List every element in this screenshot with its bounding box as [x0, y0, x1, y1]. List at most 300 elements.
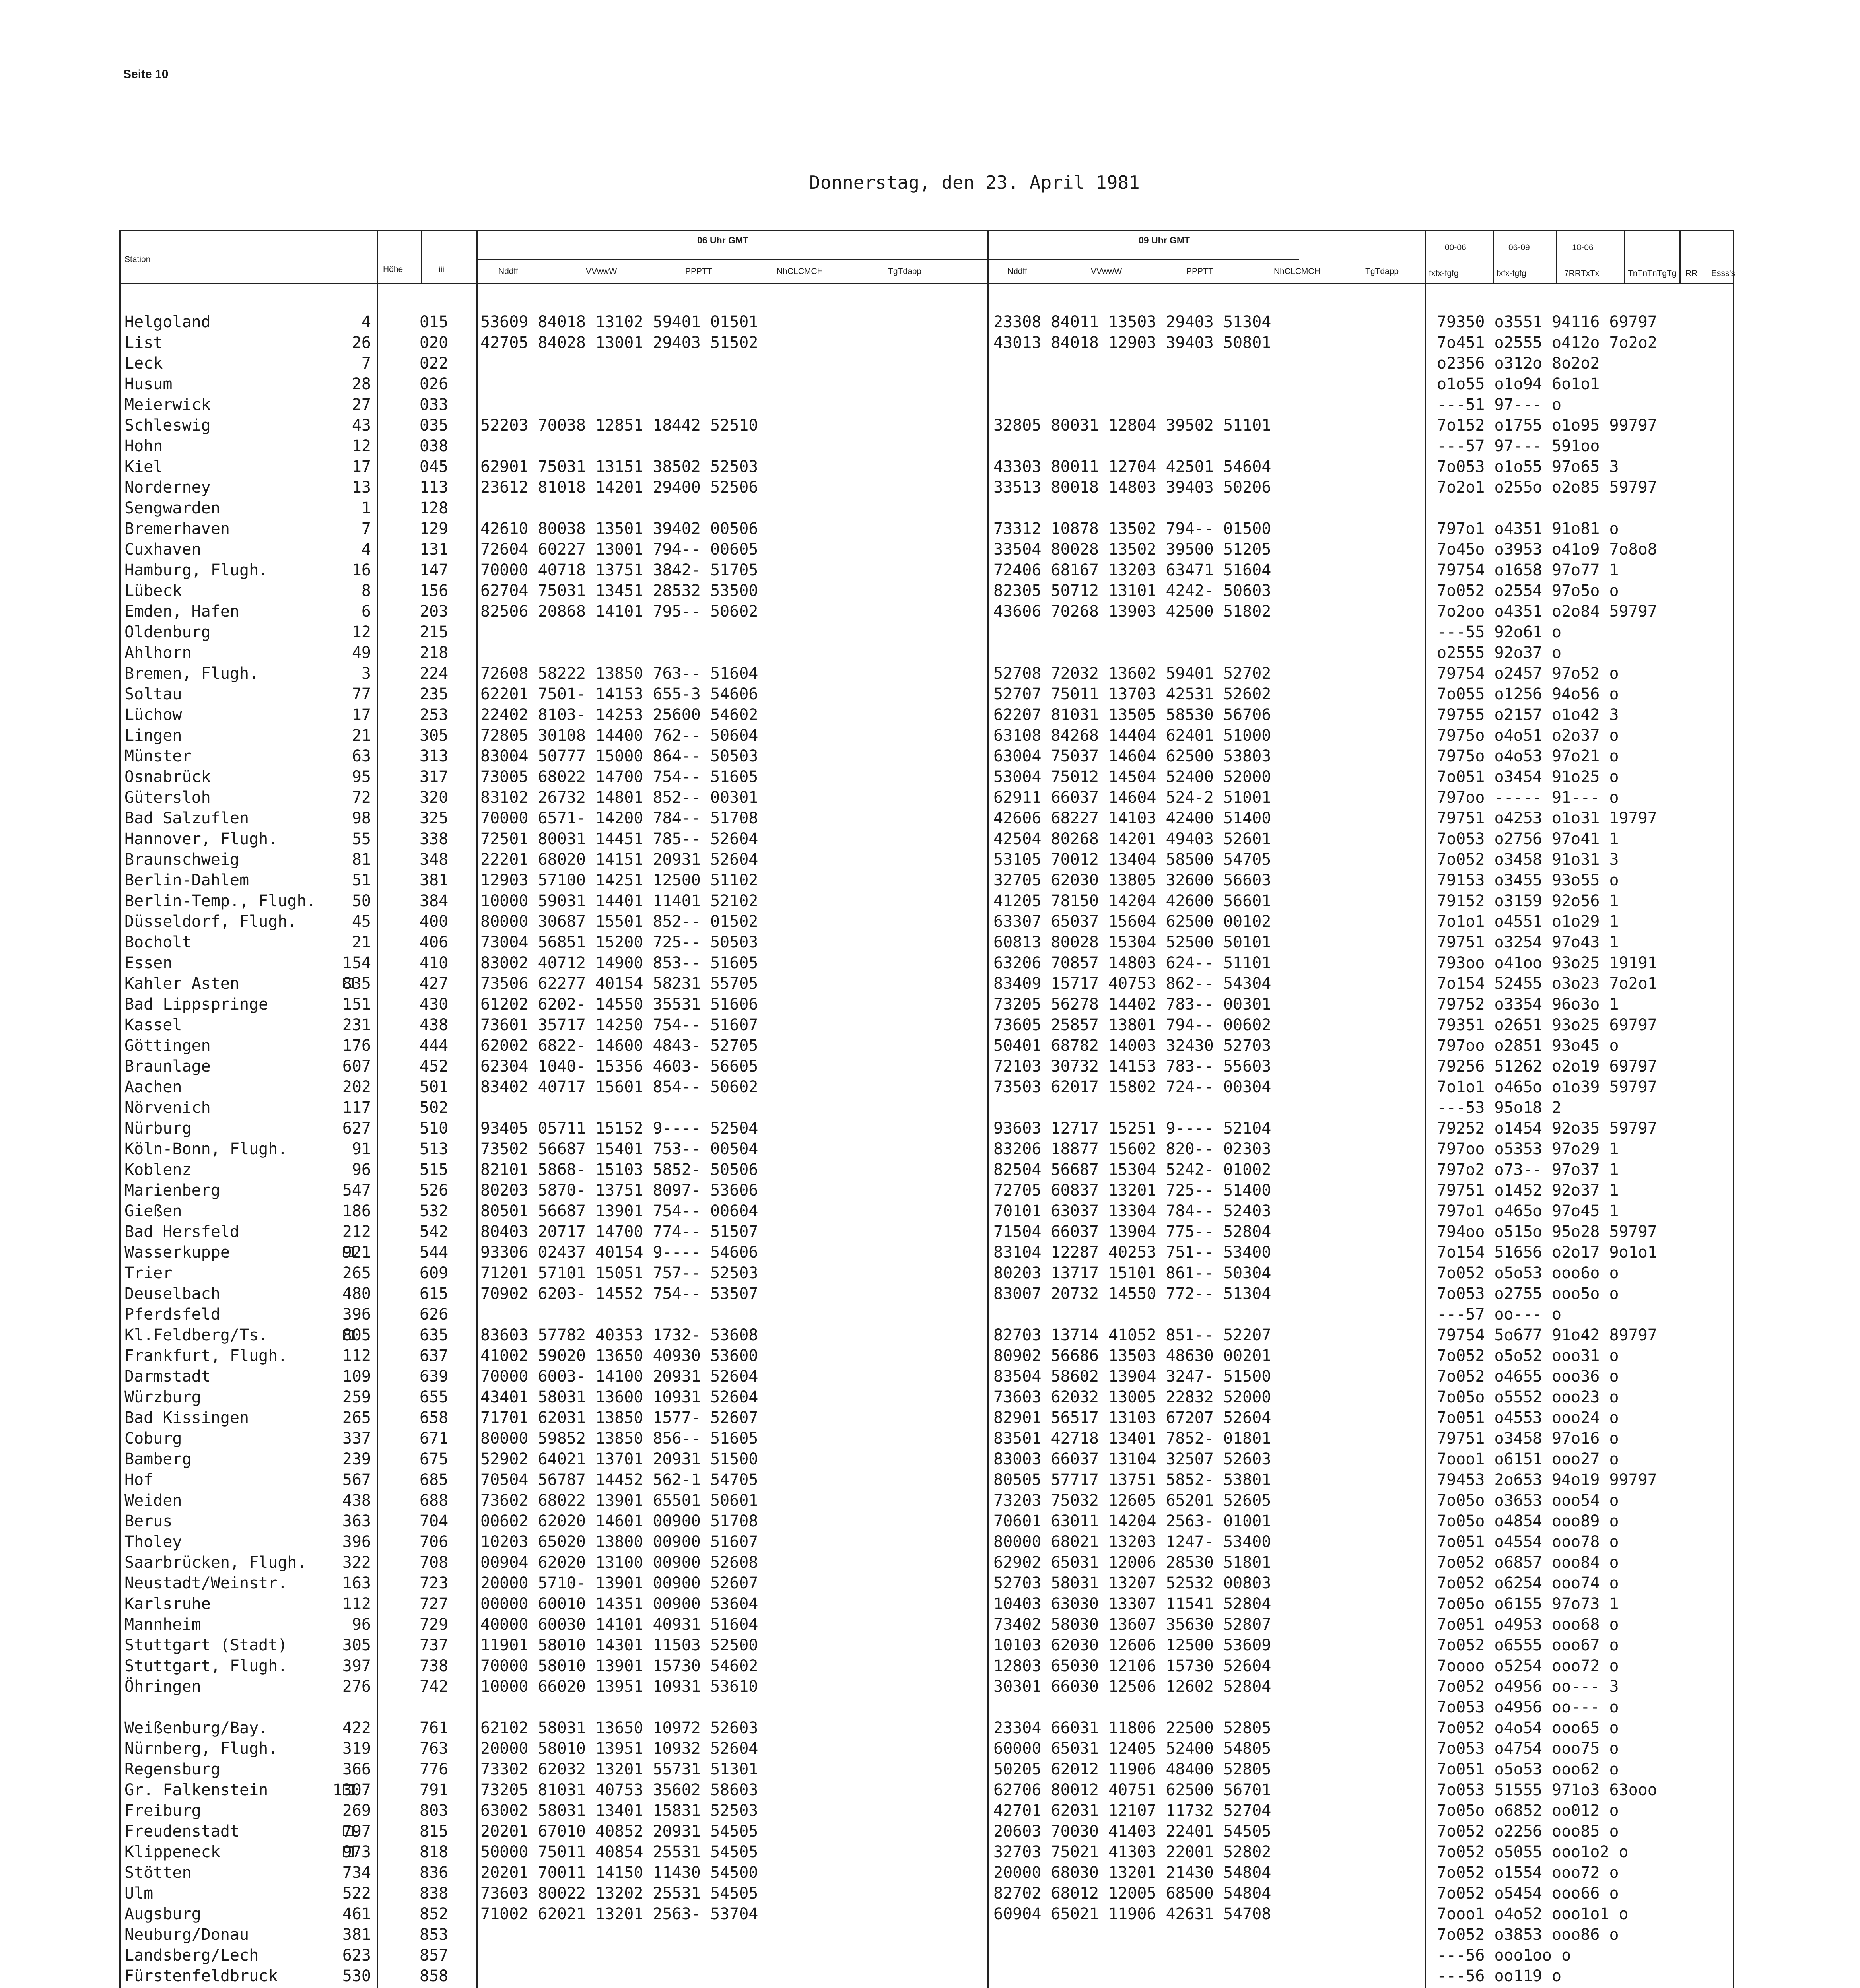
station-height: 480 [342, 1285, 371, 1303]
station-row [121, 850, 1735, 869]
extra-groups: 79453 2o653 94o19 99797 [1437, 1471, 1657, 1489]
station-row [121, 602, 1735, 621]
station-name: Lüchow [124, 706, 182, 724]
station-height: 3 [361, 664, 371, 683]
station-height: 921 [342, 1243, 371, 1262]
obs-09: 73205 56278 14402 783-- 00301 [993, 995, 1271, 1013]
station-name: Aachen [124, 1078, 182, 1096]
obs-09: 82305 50712 13101 4242- 50603 [993, 582, 1271, 600]
station-iii: 384 [420, 892, 449, 910]
station-name: Stuttgart, Flugh. [124, 1657, 288, 1675]
obs-09: 82504 56687 15304 5242- 01002 [993, 1161, 1271, 1179]
extra-groups: 79252 o1454 92o35 59797 [1437, 1119, 1657, 1138]
station-name: Lübeck [124, 582, 182, 600]
station-row [121, 1863, 1735, 1882]
station-name: Fürstenfeldbruck [124, 1967, 278, 1985]
station-row [121, 747, 1735, 766]
station-iii: 635 [420, 1326, 449, 1344]
obs-06: 50000 75011 40854 25531 54505 [480, 1843, 758, 1861]
obs-09: 32703 75021 41303 22001 52802 [993, 1843, 1271, 1861]
station-iii: 502 [420, 1099, 449, 1117]
station-row [121, 1243, 1735, 1262]
station-height: 607 [342, 1057, 371, 1076]
station-row [121, 1284, 1735, 1303]
station-row [121, 1367, 1735, 1386]
obs-06: 70000 6003- 14100 20931 52604 [480, 1367, 758, 1386]
station-height: 797 [342, 1822, 371, 1840]
extra-groups: 7o052 o4956 oo--- 3 [1437, 1677, 1619, 1696]
obs-06: 72501 80031 14451 785-- 52604 [480, 830, 758, 848]
station-height: 422 [342, 1719, 371, 1737]
extra-groups: 7o154 51656 o2o17 9o1o1 [1437, 1243, 1657, 1262]
station-row [121, 809, 1735, 828]
obs-09: 53105 70012 13404 58500 54705 [993, 850, 1271, 869]
station-height: 734 [342, 1864, 371, 1882]
obs-09: 73605 25857 13801 794-- 00602 [993, 1016, 1271, 1034]
obs09-header: 09 Uhr GMT [1139, 235, 1190, 245]
station-name: Wasserkuppe [124, 1243, 230, 1262]
station-row [121, 995, 1735, 1014]
station-height: 17 [352, 706, 371, 724]
obs-09: 83504 58602 13904 3247- 51500 [993, 1367, 1271, 1386]
obs-09: 50205 62012 11906 48400 52805 [993, 1760, 1271, 1778]
station-iii: 215 [420, 623, 449, 641]
extra-groups: 7o05o o6852 oo012 o [1437, 1802, 1619, 1820]
station-iii: 253 [420, 706, 449, 724]
extra-groups: o2356 o312o 8o2o2 [1437, 354, 1600, 373]
station-iii: 532 [420, 1202, 449, 1220]
obs-09: 52707 75011 13703 42531 52602 [993, 685, 1271, 703]
station-iii: 313 [420, 747, 449, 765]
col06-2: PPPTT [685, 267, 712, 276]
station-row [121, 1388, 1735, 1407]
iii-header: iii [439, 265, 444, 274]
station-height: 438 [342, 1491, 371, 1510]
extra-groups: 7o052 o5o53 ooo6o o [1437, 1264, 1619, 1282]
obs-09: 73503 62017 15802 724-- 00304 [993, 1078, 1271, 1096]
station-name: Coburg [124, 1429, 182, 1448]
station-iii: 406 [420, 933, 449, 951]
station-iii: 685 [420, 1471, 449, 1489]
station-height: 530 [342, 1967, 371, 1985]
extra-groups: 7o154 52455 o3o23 7o2o1 [1437, 975, 1657, 993]
obs-09: 63108 84268 14404 62401 51000 [993, 726, 1271, 745]
obs-06: 12903 57100 14251 12500 51102 [480, 871, 758, 889]
station-height: 12 [352, 437, 371, 455]
date-title: Donnerstag, den 23. April 1981 [809, 172, 1140, 193]
station-name: Berlin-Temp., Flugh. [124, 892, 316, 910]
extra-groups: 7o05o o5552 ooo23 o [1437, 1388, 1619, 1406]
col09-2: PPPTT [1186, 267, 1213, 276]
station-iii: 400 [420, 912, 449, 931]
obs-06: 20201 67010 40852 20931 54505 [480, 1822, 758, 1840]
extra-groups: 7ooo1 o6151 ooo27 o [1437, 1450, 1619, 1468]
obs-09: 43606 70268 13903 42500 51802 [993, 602, 1271, 621]
col09-0: Nddff [1007, 267, 1027, 276]
station-name: Norderney [124, 478, 211, 497]
station-iii: 791 [420, 1781, 449, 1799]
extra-groups: 7o052 o4655 ooo36 o [1437, 1367, 1619, 1386]
obs-06: 10203 65020 13800 00900 51607 [480, 1533, 758, 1551]
station-iii: 706 [420, 1533, 449, 1551]
obs-06: 42705 84028 13001 29403 51502 [480, 334, 758, 352]
station-row [121, 788, 1735, 807]
station-iii: 317 [420, 768, 449, 786]
col09-4: TgTdapp [1365, 267, 1399, 276]
extra-groups: 79153 o3455 93o55 o [1437, 871, 1619, 889]
obs-09: 10403 63030 13307 11541 52804 [993, 1595, 1271, 1613]
station-height: 77 [352, 685, 371, 703]
col06-0: Nddff [498, 267, 518, 276]
station-row [121, 1098, 1735, 1117]
station-iii: 128 [420, 499, 449, 517]
station-name: Hamburg, Flugh. [124, 561, 268, 579]
station-iii: 131 [420, 540, 449, 559]
station-row [121, 685, 1735, 704]
obs-06: 73601 35717 14250 754-- 51607 [480, 1016, 758, 1034]
station-iii: 510 [420, 1119, 449, 1138]
extra-groups: 7o2o1 o255o o2o85 59797 [1437, 478, 1657, 497]
obs-06: 82101 5868- 15103 5852- 50506 [480, 1161, 758, 1179]
obs-06: 93405 05711 15152 9---- 52504 [480, 1119, 758, 1138]
station-name: Karlsruhe [124, 1595, 211, 1613]
extra-groups: 793oo o41oo 93o25 19191 [1437, 954, 1657, 972]
station-height: 337 [342, 1429, 371, 1448]
station-iii: 655 [420, 1388, 449, 1406]
extra-groups: 797o2 o73-- 97o37 1 [1437, 1161, 1619, 1179]
station-height: 973 [342, 1843, 371, 1861]
extra-groups: o2555 92o37 o [1437, 644, 1562, 662]
station-name: Kiel [124, 458, 163, 476]
station-name: Ahlhorn [124, 644, 192, 662]
station-row [121, 1946, 1735, 1965]
obs-06: 73004 56851 15200 725-- 50503 [480, 933, 758, 951]
station-height: 96 [352, 1161, 371, 1179]
station-row [121, 623, 1735, 642]
extra-groups: ---53 95o18 2 [1437, 1099, 1562, 1117]
station-name: Freiburg [124, 1802, 201, 1820]
station-row [121, 1222, 1735, 1241]
station-iii: 033 [420, 396, 449, 414]
station-iii: 858 [420, 1967, 449, 1985]
extra-groups: 7975o o4o53 97o21 o [1437, 747, 1619, 765]
obs-09: 63004 75037 14604 62500 53803 [993, 747, 1271, 765]
station-height: 239 [342, 1450, 371, 1468]
station-iii: 853 [420, 1926, 449, 1944]
station-height: 50 [352, 892, 371, 910]
extra-groups: 79256 51262 o2o19 69797 [1437, 1057, 1657, 1076]
station-iii: 203 [420, 602, 449, 621]
station-row [121, 1636, 1735, 1655]
station-name: Bocholt [124, 933, 192, 951]
obs-06: 62201 7501- 14153 655-3 54606 [480, 685, 758, 703]
obs-09: 52703 58031 13207 52532 00803 [993, 1574, 1271, 1592]
period-18-06: 18-06 [1572, 243, 1594, 252]
station-row [121, 1884, 1735, 1903]
station-iii: 452 [420, 1057, 449, 1076]
station-name: Braunschweig [124, 850, 239, 869]
obs-06: 73005 68022 14700 754-- 51605 [480, 768, 758, 786]
obs-09: 72103 30732 14153 783-- 55603 [993, 1057, 1271, 1076]
station-row [121, 1015, 1735, 1035]
extra-groups: ---56 oo119 o [1437, 1967, 1562, 1985]
station-height: 8 [361, 582, 371, 600]
station-header: Station [124, 255, 151, 264]
station-iii: 626 [420, 1305, 449, 1324]
extra-groups: 7o053 o4956 oo--- o [1437, 1698, 1619, 1716]
obs-09: 20000 68030 13201 21430 54804 [993, 1864, 1271, 1882]
station-height: 6 [361, 602, 371, 621]
station-row [121, 1718, 1735, 1738]
station-row [121, 1780, 1735, 1800]
obs-09: 60000 65031 12405 52400 54805 [993, 1740, 1271, 1758]
station-iii: 639 [420, 1367, 449, 1386]
station-name: Ulm [124, 1884, 154, 1903]
extra-groups: 7o05o o4854 ooo89 o [1437, 1512, 1619, 1530]
station-height: 265 [342, 1409, 371, 1427]
station-name: Braunlage [124, 1057, 211, 1076]
sub-rr: RR [1685, 269, 1698, 278]
station-height: 163 [342, 1574, 371, 1592]
obs-06: 71002 62021 13201 2563- 53704 [480, 1905, 758, 1923]
station-row [121, 1160, 1735, 1179]
station-height: 461 [342, 1905, 371, 1923]
obs-09: 83501 42718 13401 7852- 01801 [993, 1429, 1271, 1448]
obs-09: 72705 60837 13201 725-- 51400 [993, 1181, 1271, 1200]
obs-06: 62901 75031 13151 38502 52503 [480, 458, 758, 476]
obs-06: 52902 64021 13701 20931 51500 [480, 1450, 758, 1468]
obs-06: 10000 66020 13951 10931 53610 [480, 1677, 758, 1696]
obs-06: 20201 70011 14150 11430 54500 [480, 1864, 758, 1882]
station-height: 72 [352, 788, 371, 807]
obs-06: 10000 59031 14401 11401 52102 [480, 892, 758, 910]
obs-06: 70000 40718 13751 3842- 51705 [480, 561, 758, 579]
obs-09: 42504 80268 14201 49403 52601 [993, 830, 1271, 848]
obs-09: 80000 68021 13203 1247- 53400 [993, 1533, 1271, 1551]
obs-09: 72406 68167 13203 63471 51604 [993, 561, 1271, 579]
obs-09: 63307 65037 15604 62500 00102 [993, 912, 1271, 931]
station-height: 176 [342, 1037, 371, 1055]
station-row [121, 1698, 1735, 1717]
station-iii: 704 [420, 1512, 449, 1530]
station-name: Soltau [124, 685, 182, 703]
station-name: Cuxhaven [124, 540, 201, 559]
obs-06: 53609 84018 13102 59401 01501 [480, 313, 758, 331]
station-row [121, 974, 1735, 993]
station-height: 151 [342, 995, 371, 1013]
extra-groups: ---56 ooo1oo o [1437, 1946, 1571, 1965]
obs-06: 70902 6203- 14552 754-- 53507 [480, 1285, 758, 1303]
station-height: 21 [352, 933, 371, 951]
extra-groups: 7o051 o4554 ooo78 o [1437, 1533, 1619, 1551]
obs-09: 82703 13714 41052 851-- 52207 [993, 1326, 1271, 1344]
period-00-06: 00-06 [1445, 243, 1466, 252]
station-name: Sengwarden [124, 499, 220, 517]
station-row [121, 1181, 1735, 1200]
station-name: Freudenstadt [124, 1822, 239, 1840]
station-height: 265 [342, 1264, 371, 1282]
obs-06: 41002 59020 13650 40930 53600 [480, 1347, 758, 1365]
station-height: 21 [352, 726, 371, 745]
station-row [121, 912, 1735, 931]
station-row [121, 333, 1735, 352]
obs-09: 60904 65021 11906 42631 54708 [993, 1905, 1271, 1923]
station-height: 1 [361, 499, 371, 517]
station-iii: 658 [420, 1409, 449, 1427]
station-row [121, 1119, 1735, 1138]
extra-groups: 7o052 o6254 ooo74 o [1437, 1574, 1619, 1592]
obs-09: 83409 15717 40753 862-- 54304 [993, 975, 1271, 993]
obs-09: 42701 62031 12107 11732 52704 [993, 1802, 1271, 1820]
station-row [121, 499, 1735, 518]
station-height: 547 [342, 1181, 371, 1200]
extra-groups: 79754 o1658 97o77 1 [1437, 561, 1619, 579]
station-height: 4 [361, 313, 371, 331]
station-iii: 020 [420, 334, 449, 352]
station-height: 63 [352, 747, 371, 765]
station-name: Kassel [124, 1016, 182, 1034]
station-height: 276 [342, 1677, 371, 1696]
station-name: Düsseldorf, Flugh. [124, 912, 297, 931]
station-iii: 852 [420, 1905, 449, 1923]
extra-groups: 7o45o o3953 o41o9 7o8o8 [1437, 540, 1657, 559]
obs-06: 80000 59852 13850 856-- 51605 [480, 1429, 758, 1448]
station-iii: 045 [420, 458, 449, 476]
obs-09: 73603 62032 13005 22832 52000 [993, 1388, 1271, 1406]
obs-09: 52708 72032 13602 59401 52702 [993, 664, 1271, 683]
obs-09: 83007 20732 14550 772-- 51304 [993, 1285, 1271, 1303]
sub-rr-tx: 7RRTxTx [1564, 269, 1600, 278]
obs-09: 62911 66037 14604 524-2 51001 [993, 788, 1271, 807]
station-iii: 737 [420, 1636, 449, 1654]
station-height: 13 [352, 478, 371, 497]
station-name: Kahler Asten [124, 975, 239, 993]
station-iii: 637 [420, 1347, 449, 1365]
extra-groups: 7o052 o6857 ooo84 o [1437, 1553, 1619, 1572]
station-name: Bad Lippspringe [124, 995, 268, 1013]
extra-groups: 7o051 o3454 91o25 o [1437, 768, 1619, 786]
obs-09: 62902 65031 12006 28530 51801 [993, 1553, 1271, 1572]
station-height: 522 [342, 1884, 371, 1903]
station-iii: 671 [420, 1429, 449, 1448]
station-height: 396 [342, 1533, 371, 1551]
extra-groups: 79351 o2651 93o25 69797 [1437, 1016, 1657, 1034]
station-name: Trier [124, 1264, 173, 1282]
obs-09: 83104 12287 40253 751-- 53400 [993, 1243, 1271, 1262]
station-name: Schleswig [124, 416, 211, 435]
station-row [121, 643, 1735, 662]
obs-09: 73312 10878 13502 794-- 01500 [993, 520, 1271, 538]
station-height: 7 [361, 520, 371, 538]
station-iii: 818 [420, 1843, 449, 1861]
station-row [121, 1077, 1735, 1097]
obs-09: 12803 65030 12106 15730 52604 [993, 1657, 1271, 1675]
extra-groups: 797oo o5353 97o29 1 [1437, 1140, 1619, 1158]
station-iii: 675 [420, 1450, 449, 1468]
station-iii: 729 [420, 1615, 449, 1634]
obs-09: 80902 56686 13503 48630 00201 [993, 1347, 1271, 1365]
station-row [121, 1140, 1735, 1159]
obs-06: 83603 57782 40353 1732- 53608 [480, 1326, 758, 1344]
station-row [121, 1491, 1735, 1510]
station-iii: 738 [420, 1657, 449, 1675]
extra-groups: 794oo o515o 95o28 59797 [1437, 1223, 1657, 1241]
station-height: 202 [342, 1078, 371, 1096]
obs-09: 50401 68782 14003 32430 52703 [993, 1037, 1271, 1055]
col06-3: NhCLCMCH [777, 267, 823, 276]
station-iii: 427 [420, 975, 449, 993]
extra-groups: 797o1 o4351 91o81 o [1437, 520, 1619, 538]
sub-esss: Esss's' [1711, 269, 1737, 278]
obs-06: 61202 6202- 14550 35531 51606 [480, 995, 758, 1013]
station-iii: 515 [420, 1161, 449, 1179]
station-height: 627 [342, 1119, 371, 1138]
station-name: Münster [124, 747, 192, 765]
station-name: Nürnberg, Flugh. [124, 1740, 278, 1758]
obs-06: 11901 58010 14301 11503 52500 [480, 1636, 758, 1654]
station-name: Osnabrück [124, 768, 211, 786]
station-height: 7 [361, 354, 371, 373]
extra-groups: 7o2oo o4351 o2o84 59797 [1437, 602, 1657, 621]
obs-09: 73402 58030 13607 35630 52807 [993, 1615, 1271, 1634]
station-height: 109 [342, 1367, 371, 1386]
station-height: 27 [352, 396, 371, 414]
station-name: Oldenburg [124, 623, 211, 641]
station-iii: 763 [420, 1740, 449, 1758]
station-height: 396 [342, 1305, 371, 1324]
extra-groups: 7o053 o2756 97o41 1 [1437, 830, 1619, 848]
col09-3: NhCLCMCH [1274, 267, 1320, 276]
col09-1: VVwwW [1091, 267, 1122, 276]
station-iii: 305 [420, 726, 449, 745]
station-name: Landsberg/Lech [124, 1946, 259, 1965]
obs-09: 62207 81031 13505 58530 56706 [993, 706, 1271, 724]
extra-groups: 7oooo o5254 ooo72 o [1437, 1657, 1619, 1675]
extra-groups: 79752 o3354 96o3o 1 [1437, 995, 1619, 1013]
station-iii: 857 [420, 1946, 449, 1965]
station-iii: 156 [420, 582, 449, 600]
station-height: 112 [342, 1595, 371, 1613]
station-iii: 708 [420, 1553, 449, 1572]
obs-09: 82901 56517 13103 67207 52604 [993, 1409, 1271, 1427]
extra-groups: 7o152 o1755 o1o95 99797 [1437, 416, 1657, 435]
obs-06: 00602 62020 14601 00900 51708 [480, 1512, 758, 1530]
extra-groups: 7o051 o4553 ooo24 o [1437, 1409, 1619, 1427]
extra-groups: 79751 o4253 o1o31 19797 [1437, 809, 1657, 827]
station-iii: 026 [420, 375, 449, 393]
extra-groups: 79751 o1452 92o37 1 [1437, 1181, 1619, 1200]
extra-groups: 79350 o3551 94116 69797 [1437, 313, 1657, 331]
extra-groups: 7o052 o6555 ooo67 o [1437, 1636, 1619, 1654]
obs-06: 71201 57101 15051 757-- 52503 [480, 1264, 758, 1282]
station-iii: 438 [420, 1016, 449, 1034]
station-name: Essen [124, 954, 173, 972]
station-iii: 224 [420, 664, 449, 683]
station-name: Leck [124, 354, 163, 373]
extra-groups: 797o1 o465o 97o45 1 [1437, 1202, 1619, 1220]
station-name: Hohn [124, 437, 163, 455]
station-row [121, 1760, 1735, 1779]
station-row [121, 705, 1735, 724]
station-iii: 723 [420, 1574, 449, 1592]
obs-06: 00904 62020 13100 00900 52608 [480, 1553, 758, 1572]
station-height: 112 [342, 1347, 371, 1365]
station-name: Deuselbach [124, 1285, 220, 1303]
station-name: Marienberg [124, 1181, 220, 1200]
obs-06: 70000 6571- 14200 784-- 51708 [480, 809, 758, 827]
station-name: Pferdsfeld [124, 1305, 220, 1324]
station-iii: 015 [420, 313, 449, 331]
